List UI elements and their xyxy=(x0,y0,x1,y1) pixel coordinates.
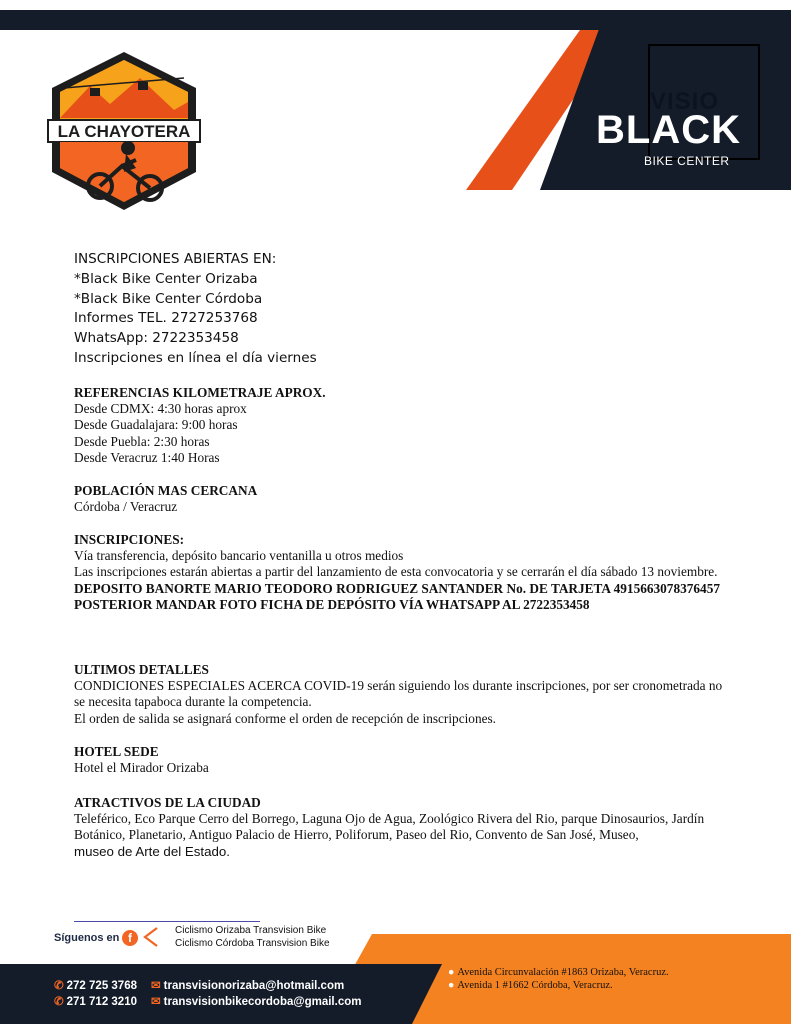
section-inscripciones xyxy=(74,532,734,613)
intro-line: INSCRIPCIONES ABIERTAS EN: xyxy=(74,251,277,267)
social-links xyxy=(175,925,330,950)
intro-line: *Black Bike Center Córdoba xyxy=(74,290,263,307)
intro-line: Informes TEL. 2727253768 xyxy=(74,310,258,327)
section-line: Hotel el Mirador Orizaba xyxy=(74,760,209,776)
logo-text: LA CHAYOTERA xyxy=(57,122,191,141)
intro-line: Inscripciones en línea el día viernes xyxy=(74,349,317,366)
section-line: Desde Guadalajara: 9:00 horas xyxy=(74,417,238,433)
intro-line: *Black Bike Center Orizaba xyxy=(74,270,258,287)
brand-subtitle: BIKE CENTER xyxy=(644,154,730,168)
brand-black-text: BLACK xyxy=(596,108,741,152)
follow-us-label: Síguenos en xyxy=(54,932,120,944)
visio-black-brand xyxy=(588,40,768,170)
address-row xyxy=(448,966,669,979)
section-line: El orden de salida se asignará conforme el orden de recepción de inscripciones. xyxy=(74,710,497,726)
section-title: ULTIMOS DETALLES xyxy=(74,662,209,677)
facebook-icon[interactable]: f xyxy=(122,930,138,946)
contact-info xyxy=(54,978,361,1010)
chevron-left-icon xyxy=(142,926,160,948)
section-line: Teleférico, Eco Parque Cerro del Borrego, Laguna Ojo de Agua, Zoológico Rivera del Rio, parque Dinosaurios, Jardín Botánico, Planetario, Antiguo Palacio de Hierro, Poliforum, Paseo del Rio, Convento de San José, Museo, xyxy=(74,811,705,843)
address-cordoba: Avenida 1 #1662 Córdoba, Veracruz. xyxy=(457,980,613,991)
intro-block xyxy=(74,250,317,369)
phone-icon: ✆ xyxy=(54,996,64,1008)
section-title: POBLACIÓN MAS CERCANA xyxy=(74,483,258,498)
social-divider xyxy=(74,921,260,922)
email-cordoba[interactable]: transvisionbikecordoba@gmail.com xyxy=(163,996,362,1008)
section-ultimos-detalles xyxy=(74,662,734,727)
section-line: Desde Veracruz 1:40 Horas xyxy=(74,449,220,465)
address-row xyxy=(448,979,669,992)
section-title: REFERENCIAS KILOMETRAJE APROX. xyxy=(74,385,326,400)
section-title: INSCRIPCIONES: xyxy=(74,532,185,547)
section-poblacion xyxy=(74,483,734,515)
location-pin-icon: ● xyxy=(448,967,455,978)
phone-cordoba[interactable]: 271 712 3210 xyxy=(66,996,137,1008)
social-link-cordoba[interactable]: Ciclismo Córdoba Transvision Bike xyxy=(175,937,330,949)
email-orizaba[interactable]: transvisionorizaba@hotmail.com xyxy=(163,980,345,992)
contact-row xyxy=(54,978,361,994)
section-line: CONDICIONES ESPECIALES ACERCA COVID-19 serán siguiendo los durante inscripciones, por ser cronometrada no se necesita tapaboca durante la competencia. xyxy=(74,678,723,710)
social-link-orizaba[interactable]: Ciclismo Orizaba Transvision Bike xyxy=(175,925,327,936)
mail-icon: ✉ xyxy=(151,980,161,992)
section-line: Córdoba / Veracruz xyxy=(74,499,178,515)
contact-row xyxy=(54,994,361,1010)
la-chayotera-logo xyxy=(44,48,204,218)
mail-icon: ✉ xyxy=(151,996,161,1008)
section-line: Vía transferencia, depósito bancario ventanilla u otros medios xyxy=(74,548,404,564)
section-title: HOTEL SEDE xyxy=(74,744,159,759)
section-line: Desde CDMX: 4:30 horas aprox xyxy=(74,401,247,417)
section-title: ATRACTIVOS DE LA CIUDAD xyxy=(74,795,261,810)
phone-icon: ✆ xyxy=(54,980,64,992)
phone-orizaba[interactable]: 272 725 3768 xyxy=(66,980,137,992)
addresses xyxy=(448,966,669,992)
section-atractivos xyxy=(74,795,734,860)
intro-line: WhatsApp: 2722353458 xyxy=(74,330,239,347)
section-hotel xyxy=(74,744,734,776)
section-line: Desde Puebla: 2:30 horas xyxy=(74,433,210,449)
section-referencias xyxy=(74,385,734,466)
deposit-info: DEPOSITO BANORTE MARIO TEODORO RODRIGUEZ SANTANDER No. DE TARJETA 4915663078376457 POSTERIOR MANDAR FOTO FICHA DE DEPÓSITO VÍA WHATSAPP AL 2722353458 xyxy=(74,580,720,612)
brand-visio-text: VISIO xyxy=(650,88,720,115)
section-line: museo de Arte del Estado. xyxy=(74,843,230,859)
location-pin-icon: ● xyxy=(448,980,455,991)
address-orizaba: Avenida Circunvalación #1863 Orizaba, Veracruz. xyxy=(457,967,669,978)
section-line: Las inscripciones estarán abiertas a partir del lanzamiento de esta convocatoria y se cerrarán el día sábado 13 noviembre. xyxy=(74,564,718,580)
